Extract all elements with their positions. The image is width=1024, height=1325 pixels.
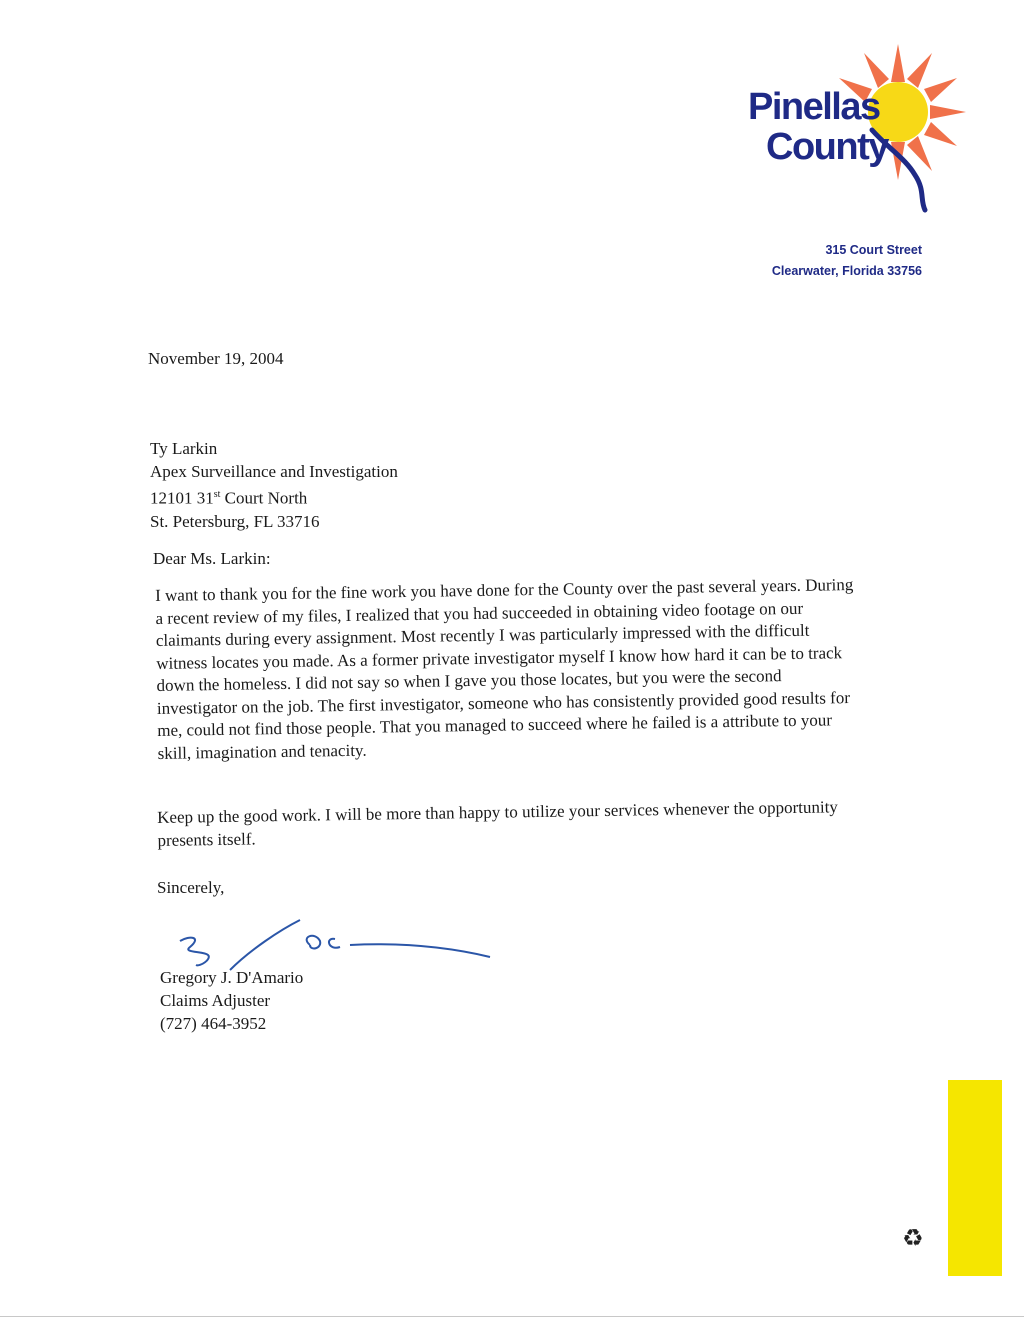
address-street: 315 Court Street	[825, 243, 922, 257]
recycle-icon: ♻	[902, 1224, 924, 1252]
signer-phone: (727) 464-3952	[160, 1014, 267, 1033]
closing: Sincerely,	[157, 878, 225, 897]
signer-block	[160, 966, 303, 1035]
recipient-name: Ty Larkin	[150, 439, 218, 458]
address-city: Clearwater, Florida 33756	[771, 264, 922, 278]
page-edge-line	[0, 1316, 1024, 1317]
yellow-tab-marker	[948, 1080, 1002, 1276]
body-paragraph-2: Keep up the good work. I will be more than happy to utilize your services whenever the opportunity presents itself.	[157, 797, 838, 850]
logo-text-pinellas: Pinellas	[748, 86, 880, 128]
signer-title: Claims Adjuster	[160, 991, 271, 1010]
recipient-street	[150, 483, 398, 510]
street-number: 12101 31	[150, 488, 214, 508]
pinellas-county-logo	[740, 40, 1000, 220]
body-paragraph-1: I want to thank you for the fine work you have done for the County over the past several years. During a recent review of my files, I realized that you had succeeded in obtaining video footage on our claimants during every assignment. Most recently I was particularly impressed with the difficult witness locates you made. As a former private investigator myself I know how hard it can be to track down the homeless. I did not say so when I gave you those locates, but you were the second investigator on the job. The first investigator, someone who has consistently provided good results for me, could not find those people. That you managed to succeed where he failed is a attribute to your skill, imagination and tenacity.	[155, 575, 854, 763]
signer-name: Gregory J. D'Amario	[160, 968, 304, 987]
recipient-city: St. Petersburg, FL 33716	[150, 511, 320, 531]
logo-text-county: County	[766, 126, 888, 168]
street-suffix: st	[213, 489, 221, 500]
recipient-block	[150, 437, 398, 533]
street-name: Court North	[220, 488, 308, 508]
letter-date: November 19, 2004	[148, 349, 284, 368]
recipient-company: Apex Surveillance and Investigation	[150, 462, 398, 481]
letterhead-address	[772, 240, 922, 282]
salutation: Dear Ms. Larkin:	[153, 549, 271, 568]
